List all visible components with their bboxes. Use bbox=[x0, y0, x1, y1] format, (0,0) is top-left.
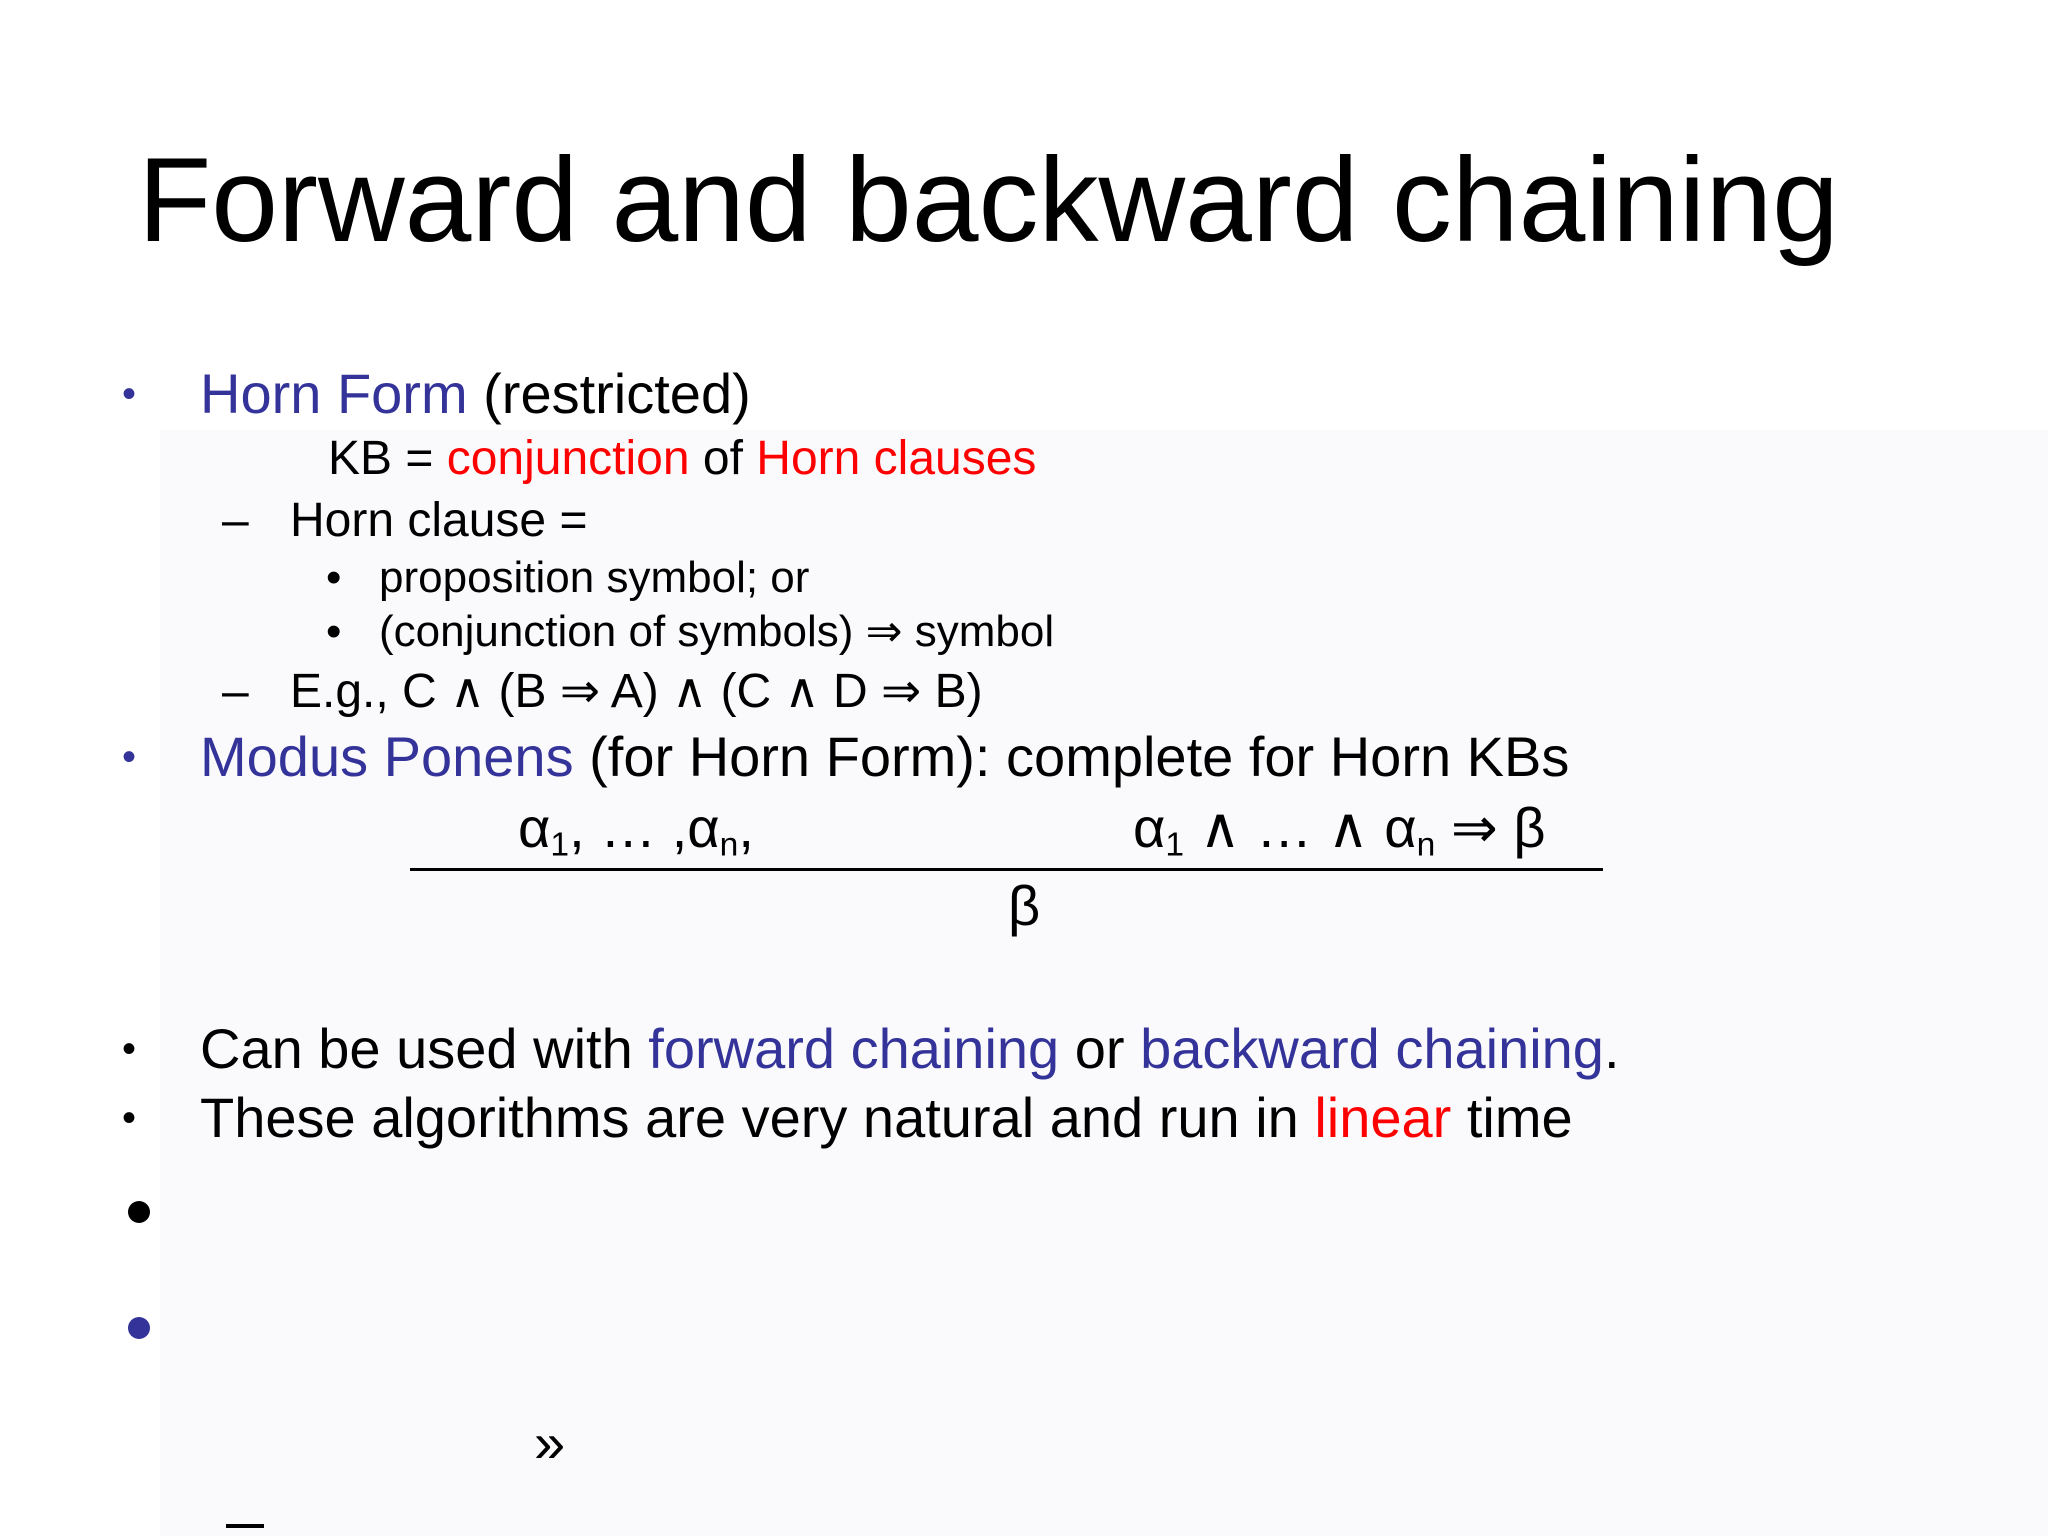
horn-form-term: Horn Form bbox=[200, 362, 468, 425]
chaining-end: . bbox=[1603, 1017, 1620, 1080]
premise-end: , bbox=[738, 796, 754, 859]
kb-conjunction: conjunction bbox=[446, 432, 690, 485]
bullet-marker: • bbox=[122, 1096, 137, 1140]
modus-ponens-text bbox=[200, 724, 1569, 790]
slide-title: Forward and backward chaining bbox=[138, 133, 1839, 267]
horn-form-suffix: (restricted) bbox=[467, 362, 751, 425]
modus-ponens-term: Modus Ponens bbox=[200, 725, 574, 788]
bullet-marker: • bbox=[122, 372, 137, 416]
conclusion: β bbox=[1008, 874, 1041, 937]
dash-marker: – bbox=[222, 494, 249, 547]
algorithms-suffix: time bbox=[1451, 1086, 1573, 1149]
inference-rule-line bbox=[410, 868, 1603, 871]
linear-term: linear bbox=[1314, 1086, 1452, 1149]
premise-middle: ∧ … ∧ α bbox=[1184, 796, 1417, 859]
chaining-text bbox=[200, 1016, 1620, 1082]
forward-chaining-term: forward chaining bbox=[648, 1017, 1060, 1080]
subscript: n bbox=[1416, 826, 1436, 864]
subscript: n bbox=[719, 826, 739, 864]
algorithms-text bbox=[200, 1085, 1573, 1151]
dash-marker: – bbox=[222, 665, 249, 718]
subscript: 1 bbox=[1165, 826, 1185, 864]
premise-middle: , … ,α bbox=[569, 796, 720, 859]
sub-bullet-marker: • bbox=[326, 553, 342, 602]
kb-middle: of bbox=[689, 432, 757, 485]
sub-bullet-marker: • bbox=[326, 607, 342, 656]
horn-clause-item: (conjunction of symbols) ⇒ symbol bbox=[379, 607, 1055, 656]
kb-definition bbox=[328, 430, 1036, 488]
chaining-prefix: Can be used with bbox=[200, 1017, 649, 1080]
partial-dash bbox=[226, 1524, 264, 1528]
modus-ponens-suffix: (for Horn Form): complete for Horn KBs bbox=[573, 725, 1570, 788]
algorithms-prefix: These algorithms are very natural and run in bbox=[200, 1086, 1315, 1149]
horn-form-text bbox=[200, 361, 751, 427]
empty-bullet bbox=[128, 1201, 150, 1223]
premise-right bbox=[1133, 795, 1546, 878]
kb-horn-clauses: Horn clauses bbox=[756, 432, 1037, 485]
subscript: 1 bbox=[550, 826, 570, 864]
alpha-symbol: α bbox=[518, 796, 551, 859]
alpha-symbol: α bbox=[1133, 796, 1166, 859]
premise-end: ⇒ β bbox=[1435, 796, 1546, 859]
chaining-middle: or bbox=[1059, 1017, 1141, 1080]
premise-left bbox=[518, 795, 754, 878]
empty-bullet bbox=[128, 1317, 150, 1339]
horn-clause-item: proposition symbol; or bbox=[379, 553, 810, 602]
example-formula: E.g., C ∧ (B ⇒ A) ∧ (C ∧ D ⇒ B) bbox=[290, 665, 983, 718]
horn-clause-label: Horn clause = bbox=[290, 494, 588, 547]
bullet-marker: • bbox=[122, 735, 137, 779]
backward-chaining-term: backward chaining bbox=[1140, 1017, 1604, 1080]
bullet-marker: • bbox=[122, 1027, 137, 1071]
kb-prefix: KB = bbox=[328, 432, 447, 485]
chevron-glyph: » bbox=[534, 1411, 566, 1474]
